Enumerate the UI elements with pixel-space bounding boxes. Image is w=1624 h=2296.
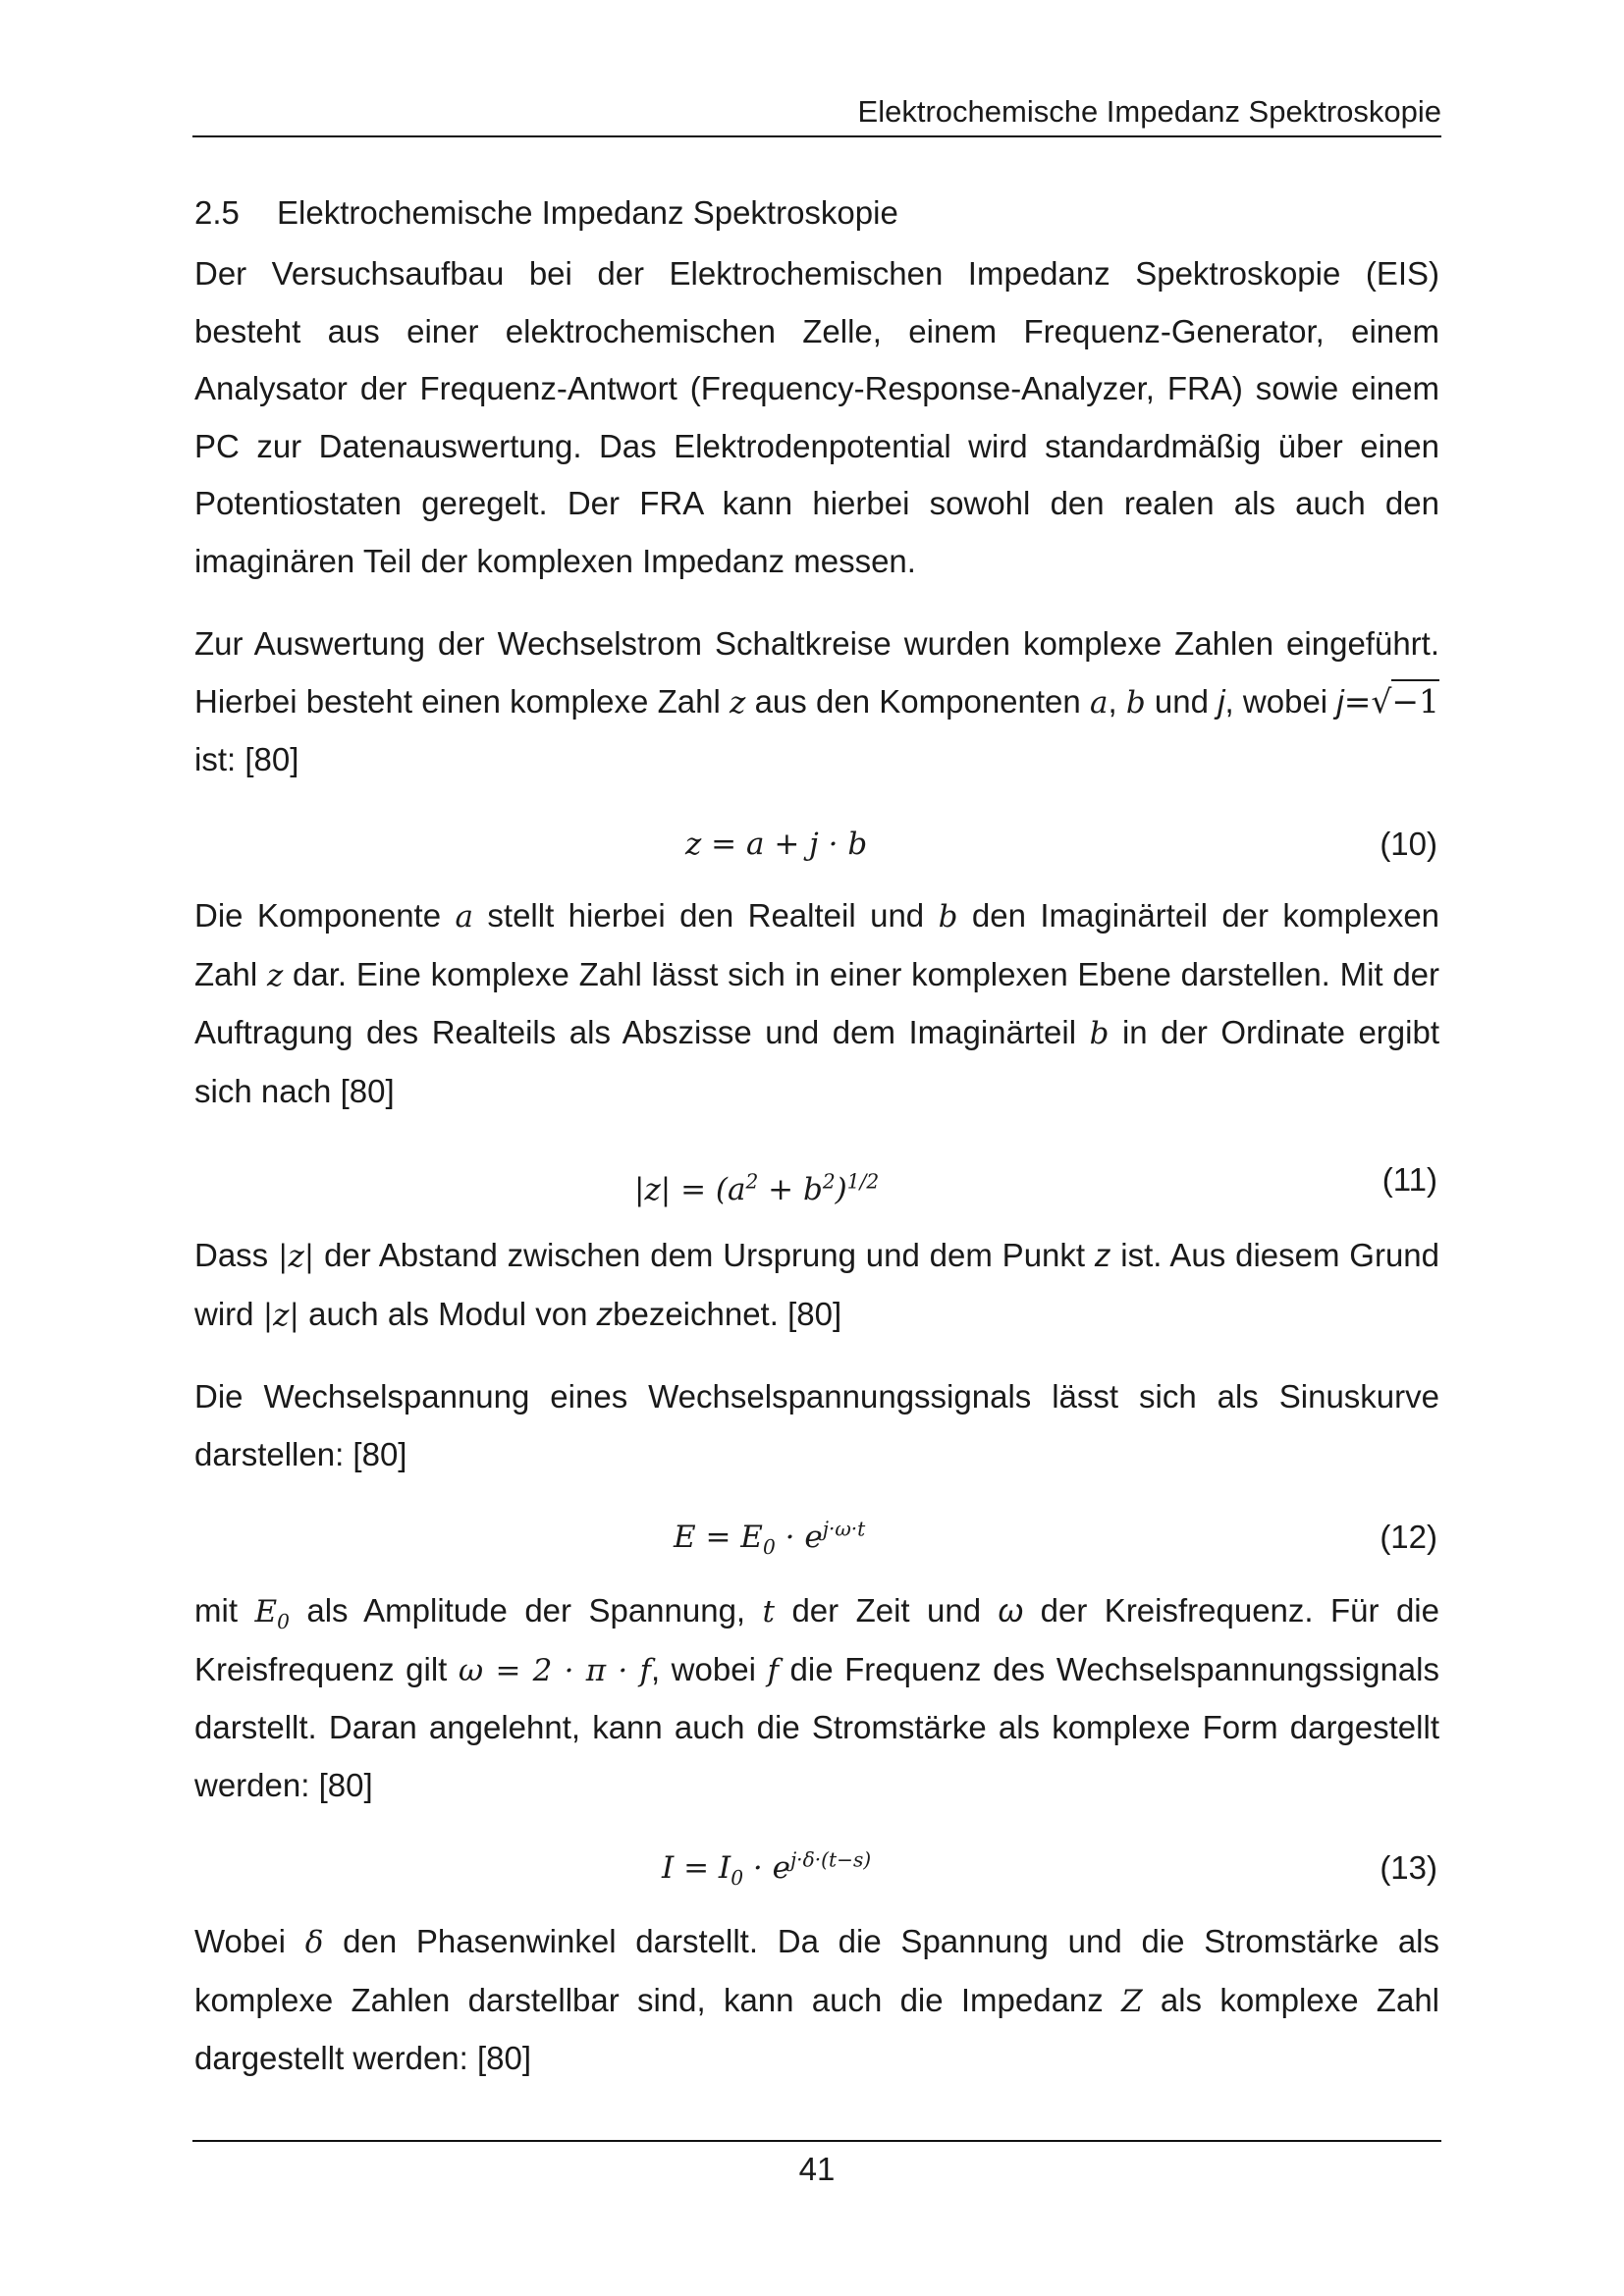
text-run: der Kreisfrequenz. Für die Kreisfrequenz gilt: [194, 1592, 1439, 1687]
math-b: b: [938, 899, 958, 934]
math-abs-z: |z|: [278, 1239, 315, 1274]
paragraph-modulus: [194, 1227, 1439, 1344]
equation-body: z = a + j · b: [685, 827, 868, 862]
paragraph-eis-setup: Der Versuchsaufbau bei der Elektrochemischen Impedanz Spektroskopie (EIS) besteht aus einer elektrochemischen Zelle, einem Frequenz-Generator, einem Analysator der Frequenz-Antwort (Frequency-Response-Analyzer, FRA) sowie einem PC zur Datenauswertung. Das Elektrodenpotential wird standardmäßig über einen Potentiostaten geregelt. Der FRA kann hierbei sowohl den realen als auch den imaginären Teil der komplexen Impedanz messen.: [194, 255, 1439, 579]
eq-subscript: 0: [762, 1535, 776, 1560]
eq-part: |z| = (a: [634, 1172, 746, 1207]
equation-number: (11): [1381, 1161, 1437, 1198]
equation-body: [662, 1839, 871, 1897]
eq-subscript: 0: [731, 1866, 744, 1891]
math-z: z: [1094, 1237, 1111, 1273]
text-run: dar. Eine komplexe Zahl lässt sich in einer komplexen Ebene darstellen. Mit der Auftragung des Realteils als Abszisse und dem Imaginärteil: [194, 955, 1440, 1051]
equation-10: [194, 815, 1439, 874]
text-run: die Frequenz des Wechselspannungssignals darstellt. Daran angelehnt, kann auch die Stromstärke als komplexe Form dargestellt werden: [80]: [194, 1650, 1439, 1803]
text-run: auch als Modul von: [308, 1295, 588, 1332]
paragraph-real-imaginary: [194, 887, 1439, 1120]
page-number: 41: [798, 2151, 836, 2187]
math-z: z: [596, 1295, 614, 1332]
eq-part: E = E: [674, 1520, 763, 1555]
header-rule: [192, 135, 1441, 137]
math-minus-one: −1: [1391, 679, 1439, 721]
math-omega-equation: ω = 2 · π · f: [458, 1652, 651, 1688]
text-run: Zur Auswertung der Wechselstrom Schaltkreise wurden komplexe Zahlen eingeführt. Hierbei besteht einen komplexe Zahl: [194, 625, 1439, 720]
math-a: a: [1089, 684, 1109, 721]
text-run: ist: [80]: [194, 741, 299, 778]
math-symbol: E: [254, 1594, 278, 1629]
math-b: b: [1125, 684, 1146, 721]
eq-exponent: j·δ·(t−s): [789, 1847, 872, 1872]
math-subscript: 0: [277, 1610, 290, 1634]
paragraph-complex-numbers: [194, 615, 1439, 789]
math-abs-z: |z|: [262, 1297, 299, 1333]
text-run: den Phasenwinkel darstellt. Da die Spannung und die Stromstärke als komplexe Zahlen darstellbar sind, kann auch die Impedanz: [194, 1923, 1440, 2018]
text-run: bezeichnet. [80]: [613, 1295, 842, 1332]
math-a: a: [455, 899, 473, 934]
text-run: der Abstand zwischen dem Ursprung und dem Punkt: [324, 1237, 1086, 1273]
equation-body: [634, 1160, 879, 1219]
text-run: Dass: [194, 1237, 269, 1273]
text-run: und: [1154, 682, 1209, 720]
equation-body: [674, 1508, 865, 1567]
equation-number: (12): [1380, 1519, 1437, 1555]
text-run: in der Ordinate ergibt sich nach [80]: [194, 1014, 1439, 1109]
eq-part: I = I: [662, 1850, 731, 1886]
text-run: mit: [194, 1592, 238, 1629]
equation-number: (10): [1380, 826, 1437, 862]
math-b: b: [1089, 1016, 1110, 1052]
section-title: Elektrochemische Impedanz Spektroskopie: [277, 194, 898, 231]
text-run: stellt hierbei den Realteil und: [487, 897, 925, 934]
running-header: Elektrochemische Impedanz Spektroskopie: [857, 94, 1441, 129]
paragraph-impedance: [194, 1913, 1439, 2088]
paragraph-angular-frequency: [194, 1582, 1439, 1814]
math-z: z: [266, 957, 284, 993]
math-j: j: [1336, 682, 1344, 720]
equation-number: (13): [1380, 1849, 1437, 1886]
text-run: , wobei: [1224, 682, 1328, 720]
equation-12: [194, 1508, 1439, 1567]
text-run: als komplexe Zahl dargestellt werden: [80]: [194, 1981, 1440, 2077]
math-omega: ω: [998, 1592, 1024, 1629]
eq-exponent: 2: [822, 1169, 836, 1194]
math-z: z: [730, 684, 746, 721]
section-number: 2.5: [194, 194, 240, 231]
sqrt-sign: =√: [1343, 681, 1392, 721]
eq-part: · e: [743, 1850, 790, 1886]
text-run: Wobei: [194, 1923, 286, 1959]
math-Z: Z: [1121, 1983, 1143, 2019]
text-run: Die Komponente: [194, 897, 442, 934]
math-f: f: [767, 1652, 779, 1688]
eq-part: · e: [775, 1520, 823, 1555]
math-j: j: [1218, 682, 1225, 720]
eq-part: ): [835, 1172, 847, 1207]
math-delta: δ: [304, 1925, 324, 1960]
equation-11: [194, 1160, 1439, 1219]
eq-exponent: 1/2: [846, 1169, 880, 1194]
text-run: den Imaginärteil der komplexen Zahl: [194, 897, 1440, 992]
math-e0: [254, 1594, 290, 1634]
text-run: , wobei: [650, 1650, 756, 1687]
text-run: aus den Komponenten: [754, 682, 1081, 720]
eq-exponent: 2: [745, 1169, 759, 1194]
text-run: als Amplitude der Spannung,: [306, 1592, 746, 1629]
equation-13: [194, 1839, 1439, 1897]
math-t: t: [762, 1594, 776, 1629]
text-run: der Zeit und: [791, 1592, 982, 1629]
footer-rule: [192, 2140, 1441, 2142]
text-run: ist. Aus diesem Grund wird: [194, 1237, 1440, 1332]
paragraph-voltage: Die Wechselspannung eines Wechselspannungssignals lässt sich als Sinuskurve darstellen: [80]: [194, 1378, 1439, 1472]
eq-exponent: j·ω·t: [822, 1517, 866, 1541]
eq-part: + b: [758, 1172, 823, 1207]
section-heading: [194, 185, 898, 241]
text-run: ,: [1108, 682, 1117, 720]
